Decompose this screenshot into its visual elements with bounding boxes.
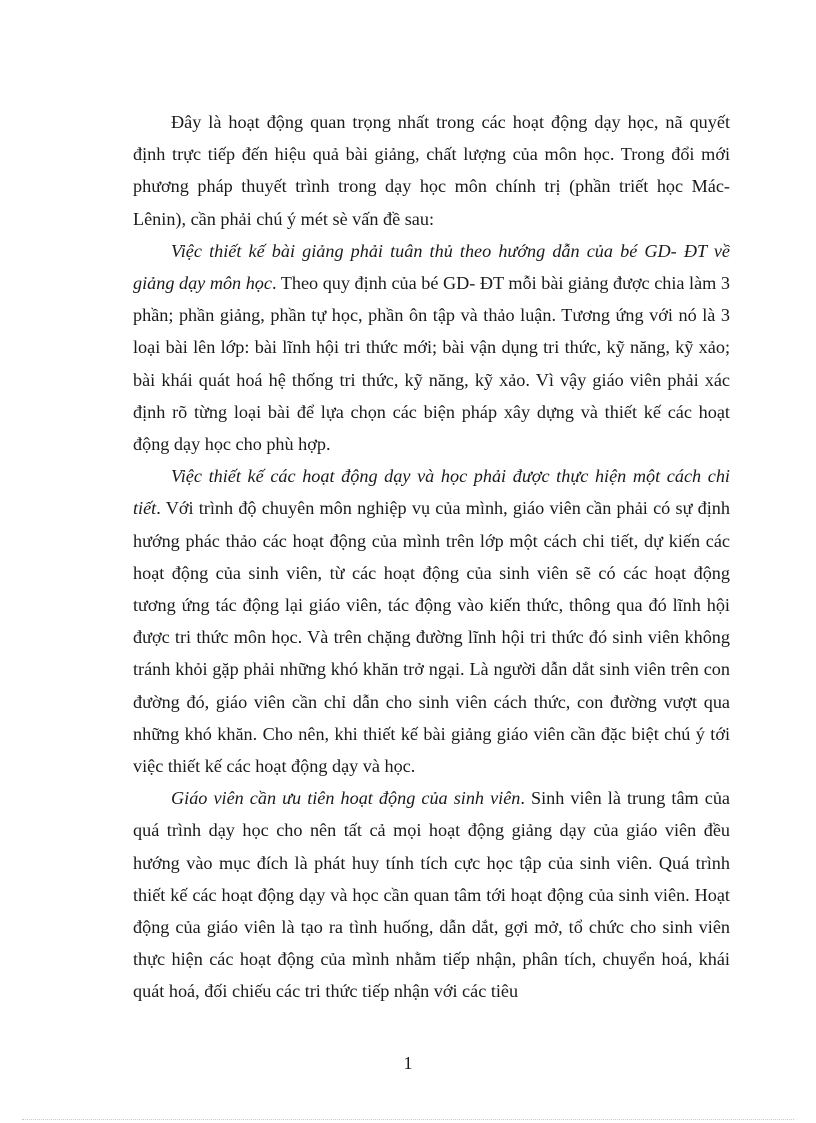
- paragraph-intro: [133, 106, 730, 235]
- paragraph-lead: Giáo viên cần ưu tiên hoạt động của sinh viên: [171, 788, 521, 809]
- paragraph-lesson-design: [133, 235, 730, 460]
- paragraph-activity-design: [133, 460, 730, 782]
- page-number: 1: [403, 1053, 413, 1073]
- paragraph-body: . Với trình độ chuyên môn nghiệp vụ của mình, giáo viên cần phải có sự định hướng phác thảo các hoạt động của mình trên lớp một cách chi tiết, dự kiến các hoạt động của sinh viên, từ các hoạt động của sinh viên sẽ có các hoạt động tương ứng tác động lại giáo viên, tác động vào kiến thức, thông qua đó lĩnh hội được tri thức môn học. Và trên chặng đường lĩnh hội tri thức đó sinh viên không tránh khỏi gặp phải những khó khăn trở ngại. Là người dẫn dắt sinh viên trên con đường đó, giáo viên cần chỉ dẫn cho sinh viên cách thức, con đường vượt qua những khó khăn. Cho nên, khi thiết kế bài giảng giáo viên cần đặc biệt chú ý tới việc thiết kế các hoạt động dạy và học.: [133, 498, 730, 777]
- paragraph-body: Đây là hoạt động quan trọng nhất trong các hoạt động dạy học, nã quyết định trực tiếp đến hiệu quả bài giảng, chất lượng của môn học. Trong đổi mới phương pháp thuyết trình trong dạy học môn chính trị (phần triết học Mác- Lênin), cần phải chú ý mét sè vấn đề sau:: [133, 112, 730, 229]
- paragraph-student-priority: [133, 782, 730, 1007]
- paragraph-lead: Việc thiết kế bài giảng phải tuân thủ theo hướng dẫn của bé GD- ĐT về giảng dạy môn học: [133, 240, 730, 294]
- paragraph-lead: Việc thiết kế các hoạt động dạy và học phải được thực hiện một cách chi tiết: [133, 466, 730, 519]
- body-text: [133, 106, 730, 1008]
- page-bottom-edge: [22, 1119, 794, 1120]
- paragraph-body: . Sinh viên là trung tâm của quá trình dạy học cho nên tất cả mọi hoạt động giảng dạy của giáo viên đều hướng vào mục đích là phát huy tính tích cực học tập của sinh viên. Quá trình thiết kế các hoạt động dạy và học cần quan tâm tới hoạt động của sinh viên. Hoạt động của giáo viên là tạo ra tình huống, dẫn dắt, gợi mở, tổ chức cho sinh viên thực hiện các hoạt động của mình nhằm tiếp nhận, phân tích, chuyển hoá, khái quát hoá, đối chiếu các tri thức tiếp nhận với các tiêu: [133, 788, 730, 1002]
- paragraph-body: . Theo quy định của bé GD- ĐT mỗi bài giảng được chia làm 3 phần; phần giảng, phần tự học, phần ôn tập và thảo luận. Tương ứng với nó là 3 loại bài lên lớp: bài lĩnh hội tri thức mới; bài vận dụng tri thức, kỹ năng, kỹ xảo; bài khái quát hoá hệ thống tri thức, kỹ năng, kỹ xảo. Vì vậy giáo viên phải xác định rõ từng loại bài để lựa chọn các biện pháp xây dựng và thiết kế các hoạt động dạy học cho phù hợp.: [133, 273, 730, 455]
